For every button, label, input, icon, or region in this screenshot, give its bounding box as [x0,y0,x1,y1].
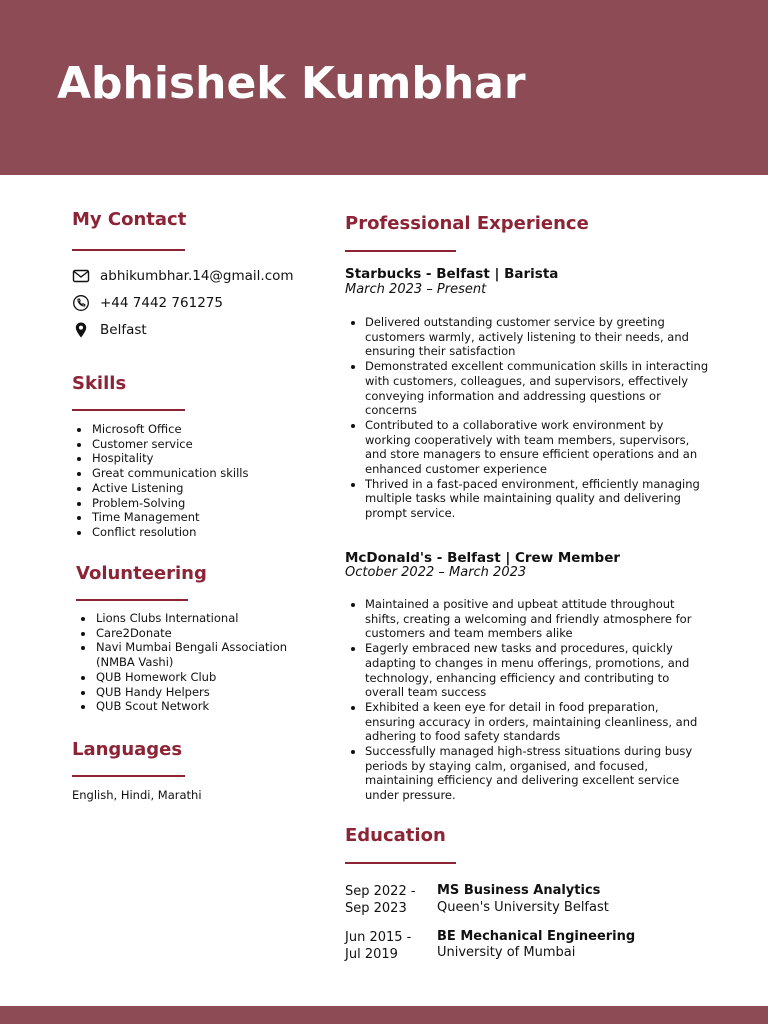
list-item: Problem-Solving [72,496,302,511]
contact-email[interactable]: abhikumbhar.14@gmail.com [100,268,294,284]
list-item: Active Listening [72,481,302,496]
education-title: Education [345,825,446,846]
contact-location-row [72,320,147,340]
candidate-name: Abhishek Kumbhar [57,58,526,109]
contact-email-row[interactable] [72,266,294,286]
list-item: Demonstrated excellent communication skills in interacting with customers, colleagues, and supervisors, effectively conveying information and addressing questions or concerns [345,359,710,418]
list-item: Successfully managed high-stress situations during busy periods by staying calm, organised, and focused, maintaining efficiency and delivering excellent service under pressure. [345,744,710,803]
list-item: Contributed to a collaborative work environment by working cooperatively with team members, supervisors, and store managers to ensure efficient operations and an enhanced customer experience [345,418,710,477]
list-item: Customer service [72,437,302,452]
education-divider [345,862,456,864]
list-item: Exhibited a keen eye for detail in food preparation, ensuring accuracy in orders, maintaining cleanliness, and adhering to food safety standards [345,700,710,744]
contact-phone-row[interactable] [72,293,223,313]
education-school: University of Mumbai [437,945,576,960]
list-item: Time Management [72,510,302,525]
education-degree: MS Business Analytics [437,883,601,898]
job-dates: March 2023 – Present [345,282,487,297]
list-item: QUB Scout Network [76,699,302,714]
list-item: Eagerly embraced new tasks and procedures, quickly adapting to changes in menu offerings, promotions, and technology, enhancing efficiency and contributing to overall team success [345,641,710,700]
skills-divider [72,409,185,411]
list-item: Hospitality [72,451,302,466]
list-item: Care2Donate [76,626,302,641]
education-end: Sep 2023 [345,901,407,916]
list-item: QUB Handy Helpers [76,685,302,700]
education-school: Queen's University Belfast [437,900,609,915]
location-pin-icon [72,321,90,339]
languages-divider [72,775,185,777]
phone-icon [72,294,90,312]
skills-list [72,422,302,540]
job-title: Starbucks - Belfast | Barista [345,266,559,282]
mail-icon [72,267,90,285]
contact-phone[interactable]: +44 7442 761275 [100,295,223,311]
volunteering-divider [76,599,188,601]
job-title: McDonald's - Belfast | Crew Member [345,550,621,566]
contact-title: My Contact [72,209,187,230]
skills-title: Skills [72,373,127,394]
job-bullets [345,315,710,521]
list-item: Microsoft Office [72,422,302,437]
languages-text: English, Hindi, Marathi [72,788,202,802]
list-item: Thrived in a fast-paced environment, efficiently managing multiple tasks while maintaining quality and delivering prompt service. [345,477,710,521]
education-start: Sep 2022 - [345,884,416,899]
languages-title: Languages [72,739,183,760]
education-start: Jun 2015 - [345,930,412,945]
list-item: QUB Homework Club [76,670,302,685]
experience-divider [345,250,456,252]
list-item: Navi Mumbai Bengali Association (NMBA Vashi) [76,640,302,669]
volunteering-title: Volunteering [76,563,207,584]
education-period [345,929,411,963]
list-item: Delivered outstanding customer service by greeting customers warmly, actively listening to their needs, and ensuring their satisfaction [345,315,710,359]
education-end: Jul 2019 [345,947,398,962]
contact-divider [72,249,185,251]
education-period [345,883,416,917]
job-dates: October 2022 – March 2023 [345,565,527,580]
list-item: Lions Clubs International [76,611,302,626]
experience-title: Professional Experience [345,213,589,234]
volunteering-list [76,611,302,714]
header-banner [0,0,768,175]
list-item: Great communication skills [72,466,302,481]
contact-location: Belfast [100,322,147,338]
footer-band [0,1006,768,1024]
list-item: Conflict resolution [72,525,302,540]
education-degree: BE Mechanical Engineering [437,929,636,944]
job-bullets [345,597,710,803]
list-item: Maintained a positive and upbeat attitude throughout shifts, creating a welcoming and friendly atmosphere for customers and team members alike [345,597,710,641]
